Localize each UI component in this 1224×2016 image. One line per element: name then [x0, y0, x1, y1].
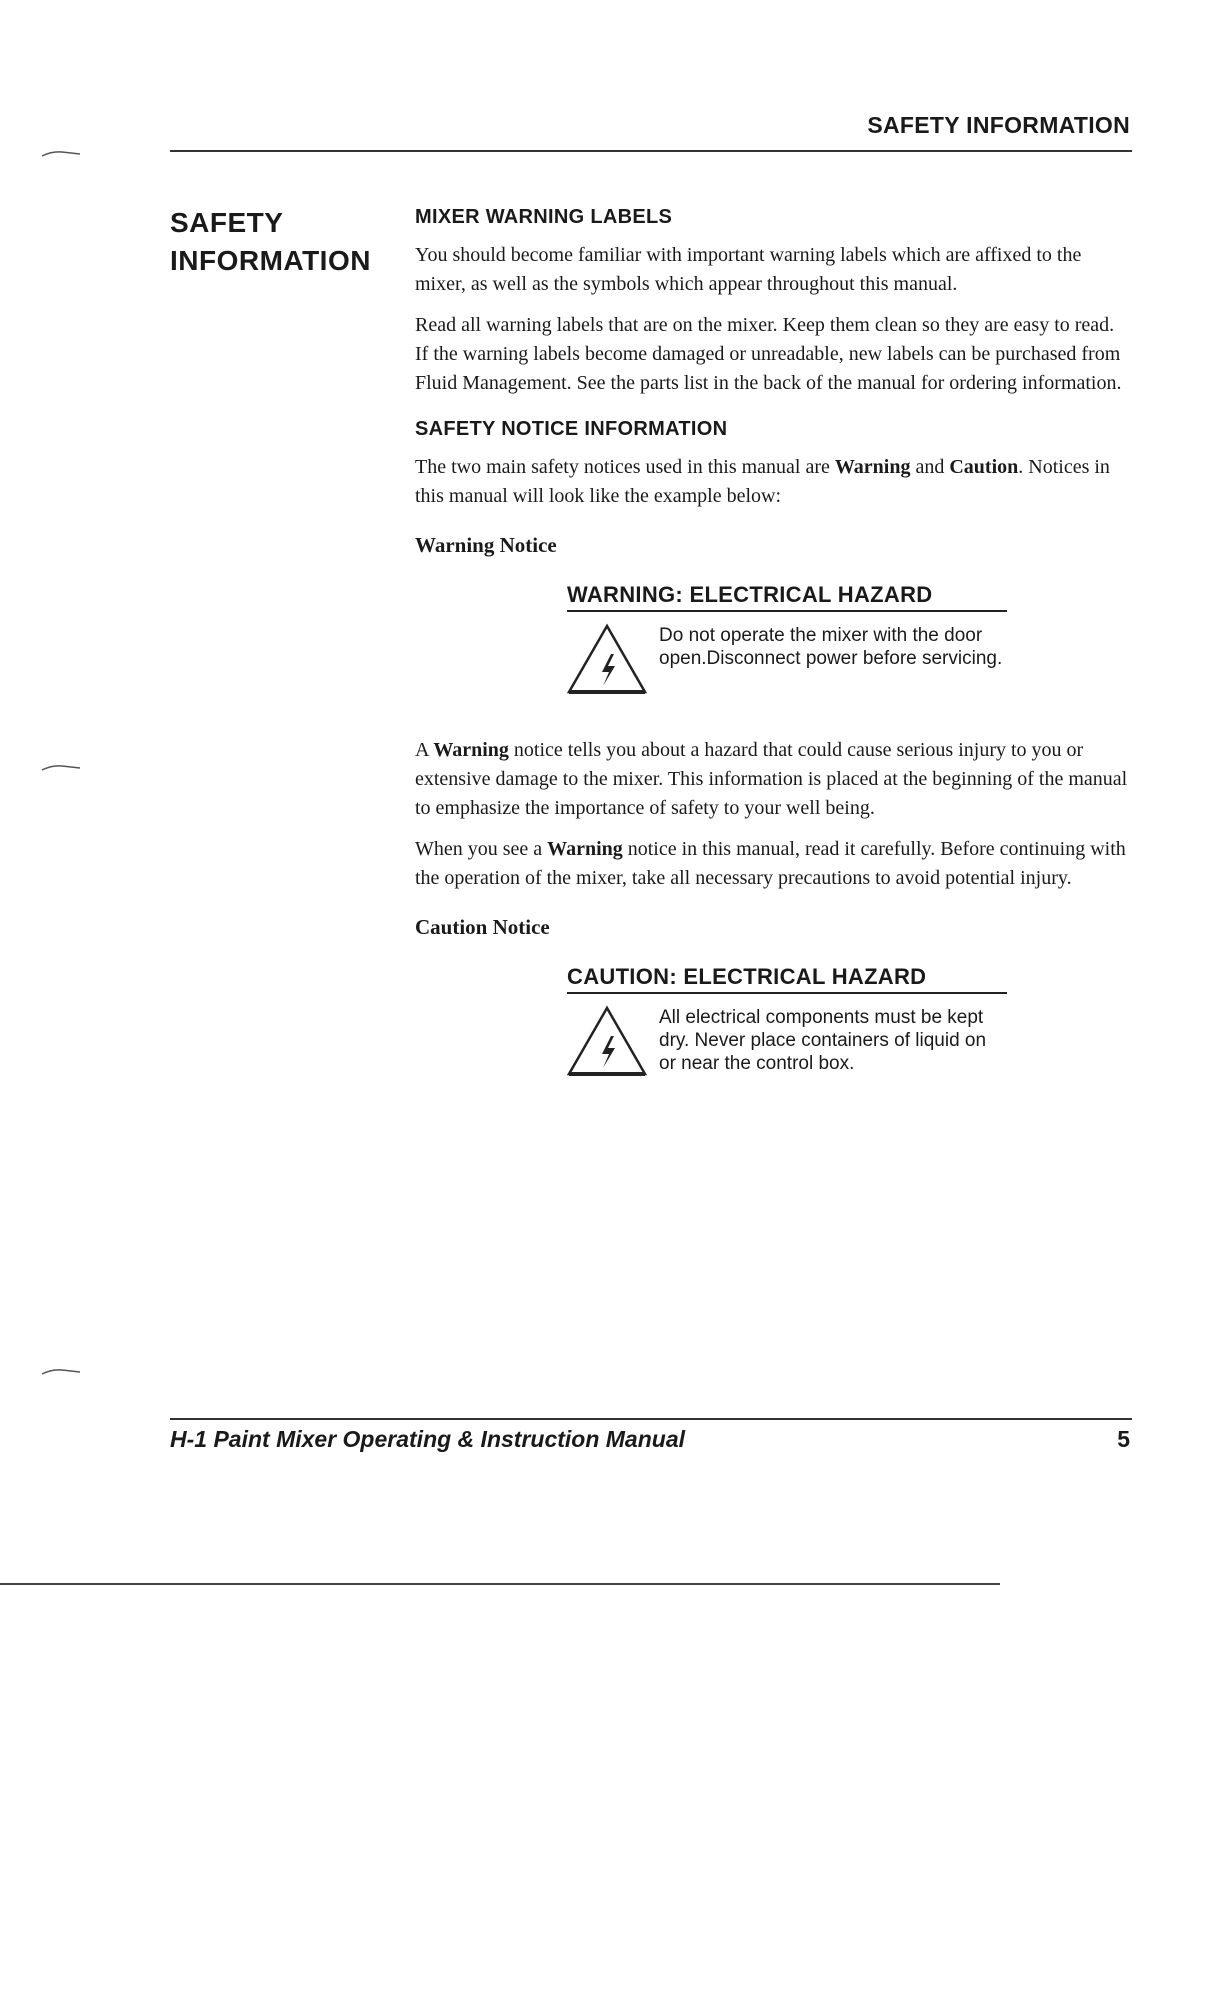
main-content: [415, 206, 1130, 1118]
sidebar-title: [170, 204, 371, 280]
footer-rule: [170, 1418, 1132, 1420]
paragraph: [415, 835, 1130, 893]
text: notice in this manual, read it carefully. Before continuing with the operation of the mixer, take all necessary precautions to avoid potential injury.: [415, 838, 1126, 889]
header-rule: [170, 150, 1132, 152]
section-heading-notice-info: SAFETY NOTICE INFORMATION: [415, 418, 728, 440]
electrical-hazard-icon: [565, 622, 649, 696]
electrical-hazard-icon: [565, 1004, 649, 1078]
warning-notice-box: [567, 582, 1007, 696]
caution-notice-label: Caution Notice: [415, 915, 550, 939]
paragraph: [415, 453, 1130, 511]
caution-notice-text: All electrical components must be kept dry. Never place containers of liquid on or near the control box.: [659, 1007, 987, 1074]
header-title: SAFETY INFORMATION: [867, 112, 1130, 138]
text: and: [910, 456, 950, 478]
bold-warning: Warning: [834, 456, 911, 478]
bold-caution: Caution: [949, 456, 1019, 478]
warning-notice-title: WARNING: ELECTRICAL HAZARD: [567, 582, 1007, 612]
binder-hole-mark: [40, 150, 82, 158]
sidebar-title-line2: INFORMATION: [170, 245, 371, 276]
section-heading-warning-labels: MIXER WARNING LABELS: [415, 206, 673, 228]
paragraph: Read all warning labels that are on the mixer. Keep them clean so they are easy to read. If the warning labels become damaged or unreadable, new labels can be purchased from Fluid Management. See the parts list in the back of the manual for ordering information.: [415, 314, 1122, 394]
binder-hole-mark: [40, 764, 82, 772]
text: A: [415, 739, 434, 761]
bold-warning: Warning: [547, 838, 623, 860]
warning-notice-text: Do not operate the mixer with the door open.Disconnect power before servicing.: [659, 625, 1003, 669]
paragraph: [415, 736, 1130, 823]
paragraph: You should become familiar with important warning labels which are affixed to the mixer, as well as the symbols which appear throughout this manual.: [415, 244, 1082, 295]
text: The two main safety notices used in this manual are: [415, 456, 835, 478]
warning-notice-label: Warning Notice: [415, 533, 557, 557]
text: . Notices in this manual will look like the example below:: [415, 456, 1110, 507]
page-number: 5: [1117, 1426, 1130, 1452]
sidebar-title-line1: SAFETY: [170, 207, 284, 238]
text: When you see a: [415, 838, 548, 860]
text: notice tells you about a hazard that could cause serious injury to you or extensive damage to the mixer. This information is placed at the beginning of the manual to emphasize the importance of safety to your well being.: [415, 739, 1128, 819]
caution-notice-box: [567, 964, 1007, 1078]
caution-notice-title: CAUTION: ELECTRICAL HAZARD: [567, 964, 1007, 994]
bold-warning: Warning: [433, 739, 509, 761]
footer-manual-title: H-1 Paint Mixer Operating & Instruction Manual: [170, 1426, 686, 1452]
page-edge-rule: [0, 1583, 1000, 1585]
binder-hole-mark: [40, 1368, 82, 1376]
